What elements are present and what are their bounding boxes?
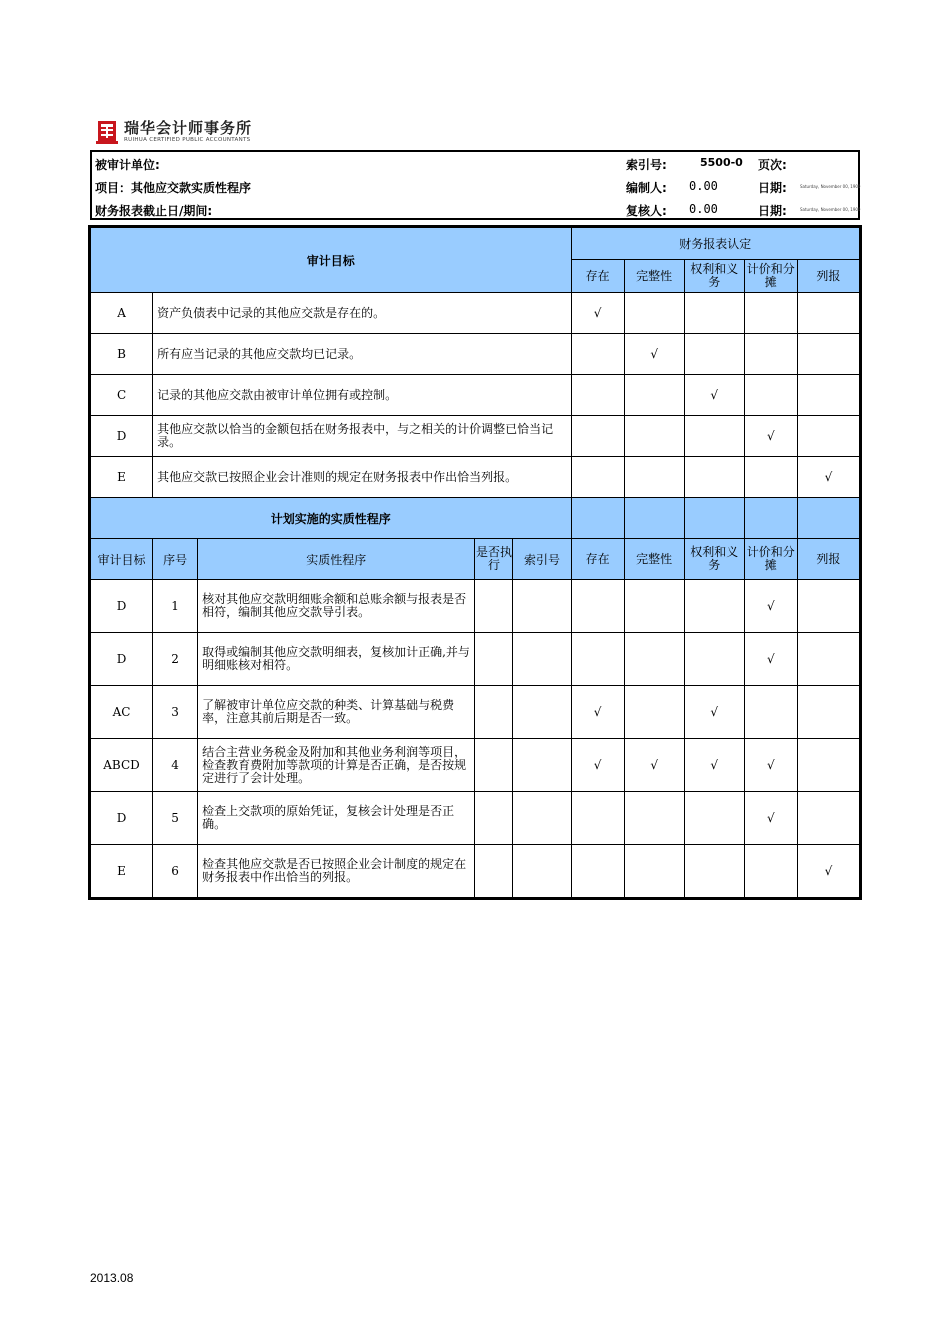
- col-header-procedure: 实质性程序: [198, 539, 475, 580]
- assertion-check: √: [797, 845, 859, 898]
- assertion-check: [797, 580, 859, 633]
- assertion-check: [624, 686, 684, 739]
- assertion-group-title: 财务报表认定: [571, 228, 859, 260]
- header-row-3: [92, 198, 861, 221]
- audit-program-table: [90, 227, 860, 898]
- executed-cell[interactable]: [475, 580, 513, 633]
- firm-name-cn: 瑞华会计师事务所: [124, 118, 253, 137]
- procedure-row: [91, 580, 860, 633]
- preparer-value: 0.00: [689, 179, 718, 193]
- title-fill-cell: [571, 498, 624, 539]
- objective-text: 资产负债表中记录的其他应交款是存在的。: [153, 293, 572, 334]
- assertion-check: [684, 334, 744, 375]
- index-label: 索引号:: [626, 158, 667, 172]
- procedure-objective: D: [91, 792, 153, 845]
- col-header-seq: 序号: [153, 539, 198, 580]
- footer-date: 2013.08: [90, 1271, 134, 1285]
- objective-text: 其他应交款以恰当的金额包括在财务报表中，与之相关的计价调整已恰当记录。: [153, 416, 572, 457]
- firm-name-en: RUIHUA CERTIFIED PUBLIC ACCOUNTANTS: [124, 136, 251, 143]
- assertion-check: √: [744, 580, 797, 633]
- procedure-objective: ABCD: [91, 739, 153, 792]
- assertion-check: [624, 457, 684, 498]
- assertion-header: 列报: [797, 539, 859, 580]
- title-fill-cell: [797, 498, 859, 539]
- assertion-check: √: [744, 739, 797, 792]
- project-label: 项目：其他应交款实质性程序: [95, 181, 252, 195]
- assertion-check: [624, 375, 684, 416]
- assertion-check: [684, 293, 744, 334]
- assertion-check: [744, 375, 797, 416]
- audited-unit-label: 被审计单位:: [95, 158, 160, 172]
- procedure-text: 检查上交款项的原始凭证，复核会计处理是否正确。: [198, 792, 475, 845]
- procedure-objective: AC: [91, 686, 153, 739]
- procedure-text: 结合主营业务税金及附加和其他业务利润等项目，检查教育费附加等款项的计算是否正确，是否按规定进行了会计处理。: [198, 739, 475, 792]
- assertion-check: √: [684, 739, 744, 792]
- assertion-check: √: [744, 792, 797, 845]
- assertion-check: [624, 580, 684, 633]
- assertion-check: [571, 457, 624, 498]
- procedure-seq: 3: [153, 686, 198, 739]
- date2-value: Saturday, November 00, 1900: [800, 207, 861, 212]
- assertion-check: √: [797, 457, 859, 498]
- date-value: Saturday, November 00, 1900: [800, 184, 861, 189]
- executed-cell[interactable]: [475, 633, 513, 686]
- assertion-check: √: [744, 633, 797, 686]
- assertion-check: [624, 792, 684, 845]
- assertion-header: 完整性: [624, 260, 684, 293]
- index-cell[interactable]: [513, 845, 571, 898]
- assertion-check: √: [571, 293, 624, 334]
- assertion-check: √: [571, 739, 624, 792]
- title-fill-cell: [744, 498, 797, 539]
- assertion-check: [624, 293, 684, 334]
- firm-emblem-icon: [96, 119, 118, 145]
- assertion-check: [744, 293, 797, 334]
- procedure-text: 了解被审计单位应交款的种类、计算基础与税费率，注意其前后期是否一致。: [198, 686, 475, 739]
- assertion-check: √: [684, 375, 744, 416]
- assertion-header: 权利和义务: [684, 260, 744, 293]
- assertion-check: [684, 633, 744, 686]
- assertion-check: [797, 686, 859, 739]
- objective-text: 其他应交款已按照企业会计准则的规定在财务报表中作出恰当列报。: [153, 457, 572, 498]
- objective-row: [91, 293, 860, 334]
- index-cell[interactable]: [513, 633, 571, 686]
- assertion-check: √: [624, 334, 684, 375]
- assertion-header: 完整性: [624, 539, 684, 580]
- assertion-check: [797, 739, 859, 792]
- assertion-check: [797, 633, 859, 686]
- period-label: 财务报表截止日/期间:: [95, 204, 213, 218]
- preparer-label: 编制人:: [626, 181, 667, 195]
- header-row-1: [92, 152, 858, 175]
- assertion-check: [684, 845, 744, 898]
- index-cell[interactable]: [513, 580, 571, 633]
- procedure-text: 取得或编制其他应交款明细表，复核加计正确,并与明细账核对相符。: [198, 633, 475, 686]
- index-cell[interactable]: [513, 792, 571, 845]
- objective-row: [91, 457, 860, 498]
- assertion-check: [797, 792, 859, 845]
- procedure-seq: 6: [153, 845, 198, 898]
- procedure-objective: D: [91, 580, 153, 633]
- workpaper-header: [90, 150, 860, 220]
- assertion-check: [571, 334, 624, 375]
- assertion-check: [571, 845, 624, 898]
- assertion-check: [624, 633, 684, 686]
- procedure-text: 核对其他应交款明细账余额和总账余额与报表是否相符，编制其他应交款导引表。: [198, 580, 475, 633]
- assertion-check: [571, 792, 624, 845]
- assertion-check: [624, 845, 684, 898]
- assertion-check: [744, 334, 797, 375]
- page-label: 页次:: [758, 158, 787, 172]
- col-header-executed: 是否执行: [475, 539, 513, 580]
- assertion-check: [684, 457, 744, 498]
- title-fill-cell: [624, 498, 684, 539]
- executed-cell[interactable]: [475, 845, 513, 898]
- objective-code: D: [91, 416, 153, 457]
- col-header-objective: 审计目标: [91, 539, 153, 580]
- firm-logo: [96, 118, 296, 146]
- assertion-check: √: [624, 739, 684, 792]
- objective-row: [91, 375, 860, 416]
- assertion-check: [797, 416, 859, 457]
- col-header-index: 索引号: [513, 539, 571, 580]
- assertion-check: [684, 580, 744, 633]
- objective-code: B: [91, 334, 153, 375]
- assertion-check: [744, 686, 797, 739]
- objective-code: A: [91, 293, 153, 334]
- procedures-title: 计划实施的实质性程序: [91, 498, 572, 539]
- assertion-header: 存在: [571, 539, 624, 580]
- procedure-seq: 4: [153, 739, 198, 792]
- objective-row: [91, 334, 860, 375]
- header-row-2: [92, 175, 861, 198]
- procedure-row: [91, 792, 860, 845]
- assertion-check: [624, 416, 684, 457]
- assertion-header: 存在: [571, 260, 624, 293]
- assertion-check: [571, 580, 624, 633]
- objective-code: E: [91, 457, 153, 498]
- executed-cell[interactable]: [475, 686, 513, 739]
- procedure-objective: D: [91, 633, 153, 686]
- procedure-seq: 1: [153, 580, 198, 633]
- executed-cell[interactable]: [475, 739, 513, 792]
- index-cell[interactable]: [513, 686, 571, 739]
- assertion-header: 计价和分摊: [744, 539, 797, 580]
- assertion-check: √: [744, 416, 797, 457]
- procedure-text: 检查其他应交款是否已按照企业会计制度的规定在财务报表中作出恰当的列报。: [198, 845, 475, 898]
- assertion-check: [571, 633, 624, 686]
- objective-row: [91, 416, 860, 457]
- assertion-header: 列报: [797, 260, 859, 293]
- objective-text: 记录的其他应交款由被审计单位拥有或控制。: [153, 375, 572, 416]
- date-label: 日期:: [758, 181, 787, 195]
- assertion-header: 权利和义务: [684, 539, 744, 580]
- objective-text: 所有应当记录的其他应交款均已记录。: [153, 334, 572, 375]
- assertion-check: [684, 792, 744, 845]
- title-fill-cell: [684, 498, 744, 539]
- assertion-check: [744, 457, 797, 498]
- assertion-check: [797, 293, 859, 334]
- assertion-header: 计价和分摊: [744, 260, 797, 293]
- executed-cell[interactable]: [475, 792, 513, 845]
- assertion-check: [797, 334, 859, 375]
- reviewer-label: 复核人:: [626, 204, 667, 218]
- assertion-check: [744, 845, 797, 898]
- assertion-check: √: [684, 686, 744, 739]
- index-value: 5500-0: [700, 156, 743, 169]
- procedure-seq: 2: [153, 633, 198, 686]
- assertion-check: [571, 416, 624, 457]
- assertion-check: [571, 375, 624, 416]
- procedure-objective: E: [91, 845, 153, 898]
- objective-code: C: [91, 375, 153, 416]
- procedure-row: [91, 686, 860, 739]
- procedure-row: [91, 739, 860, 792]
- date2-label: 日期:: [758, 204, 787, 218]
- reviewer-value: 0.00: [689, 202, 718, 216]
- objectives-title: 审计目标: [91, 228, 572, 293]
- procedure-row: [91, 845, 860, 898]
- procedure-row: [91, 633, 860, 686]
- assertion-check: [797, 375, 859, 416]
- index-cell[interactable]: [513, 739, 571, 792]
- procedure-seq: 5: [153, 792, 198, 845]
- assertion-check: √: [571, 686, 624, 739]
- assertion-check: [684, 416, 744, 457]
